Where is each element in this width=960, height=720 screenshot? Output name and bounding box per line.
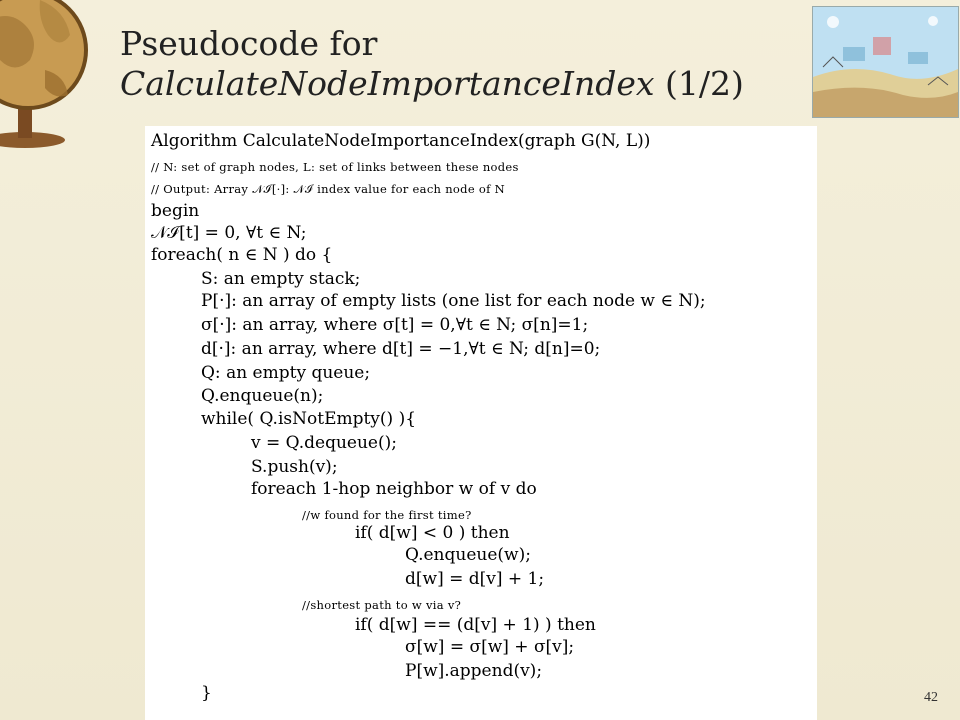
code-line: d[·]: an array, where d[t] = −1,∀t ∈ N; d[n]=0; [201,339,601,359]
title-function-name: CalculateNodeImportanceIndex [120,64,655,103]
code-line: while( Q.isNotEmpty() ){ [201,409,417,429]
slide-title [120,24,810,104]
code-line: foreach( n ∈ N ) do { [151,245,333,265]
code-line: } [201,683,212,703]
code-line: Q: an empty queue; [201,363,371,383]
illustration-image [812,6,959,118]
code-comment-line: // N: set of graph nodes, L: set of links between these nodes [151,160,519,174]
pseudocode-block [145,126,817,720]
code-line: begin [151,201,200,221]
code-line: σ[·]: an array, where σ[t] = 0,∀t ∈ N; σ[n]=1; [201,315,589,335]
code-comment-line: //shortest path to w via v? [302,598,462,612]
code-line: d[w] = d[v] + 1; [405,569,545,589]
globe-icon [0,0,90,150]
code-line: if( d[w] == (d[v] + 1) ) then [355,615,596,635]
code-line: Algorithm CalculateNodeImportanceIndex(graph G(N, L)) [151,131,651,151]
code-line: P[·]: an array of empty lists (one list for each node w ∈ N); [201,291,706,311]
code-line: v = Q.dequeue(); [251,433,397,453]
code-line: if( d[w] < 0 ) then [355,523,510,543]
title-line1: Pseudocode for [120,24,378,63]
code-comment-line: // Output: Array 𝒩ℐ[·]: 𝒩ℐ index value for each node of N [151,182,505,196]
code-line: S: an empty stack; [201,269,361,289]
code-line: P[w].append(v); [405,661,543,681]
code-line: Q.enqueue(n); [201,386,324,406]
title-part-indicator: (1/2) [654,64,744,103]
code-line: Q.enqueue(w); [405,545,531,565]
code-line: 𝒩ℐ[t] = 0, ∀t ∈ N; [151,223,307,243]
code-line: foreach 1-hop neighbor w of v do [251,479,537,499]
page-number: 42 [924,690,938,705]
code-line: σ[w] = σ[w] + σ[v]; [405,637,575,657]
code-comment-line: //w found for the first time? [302,508,472,522]
code-line: S.push(v); [251,457,338,477]
